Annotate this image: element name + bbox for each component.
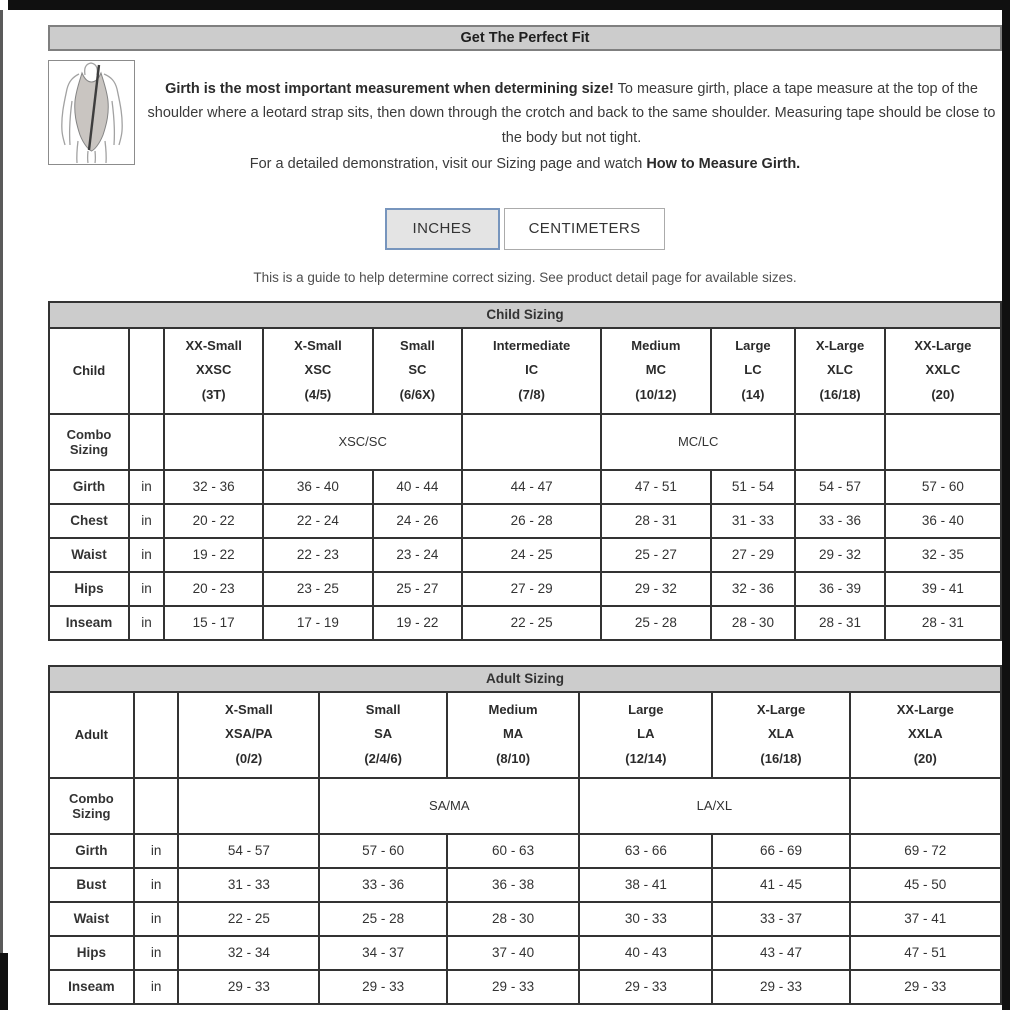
row-label: Girth — [49, 834, 134, 868]
empty-cell — [129, 414, 164, 470]
empty-cell — [462, 414, 601, 470]
empty-cell — [885, 414, 1001, 470]
size-value: 24 - 26 — [373, 504, 462, 538]
combo-sizing-label: Combo Sizing — [49, 778, 134, 834]
empty-cell — [178, 778, 319, 834]
size-value: 34 - 37 — [319, 936, 447, 970]
size-value: 60 - 63 — [447, 834, 579, 868]
unit-cell: in — [134, 936, 179, 970]
row-label: Bust — [49, 868, 134, 902]
size-value: 32 - 36 — [711, 572, 796, 606]
combo-group-sa-ma: SA/MA — [319, 778, 579, 834]
size-value: 41 - 45 — [712, 868, 849, 902]
size-value: 36 - 38 — [447, 868, 579, 902]
row-label: Waist — [49, 902, 134, 936]
size-value: 47 - 51 — [601, 470, 710, 504]
size-value: 37 - 40 — [447, 936, 579, 970]
size-value: 29 - 32 — [601, 572, 710, 606]
empty-cell — [795, 414, 884, 470]
col-header-xx-small-child: XX-Small XXSC (3T) — [164, 328, 263, 414]
adult-bust-row — [49, 868, 1001, 902]
size-value: 25 - 27 — [373, 572, 462, 606]
size-value: 66 - 69 — [712, 834, 849, 868]
col-header-xx-large-child: XX-Large XXLC (20) — [885, 328, 1001, 414]
size-value: 45 - 50 — [850, 868, 1001, 902]
size-value: 36 - 39 — [795, 572, 884, 606]
size-value: 28 - 30 — [711, 606, 796, 640]
size-value: 57 - 60 — [319, 834, 447, 868]
centimeters-button[interactable]: CENTIMETERS — [504, 208, 666, 250]
size-value: 28 - 30 — [447, 902, 579, 936]
child-chest-row — [49, 504, 1001, 538]
girth-instructions — [135, 75, 1002, 152]
inches-button[interactable]: INCHES — [385, 208, 500, 250]
col-header-x-small-adult: X-Small XSA/PA (0/2) — [178, 692, 319, 778]
size-value: 27 - 29 — [711, 538, 796, 572]
child-girth-row — [49, 470, 1001, 504]
row-label: Inseam — [49, 606, 129, 640]
size-value: 54 - 57 — [795, 470, 884, 504]
row-label: Hips — [49, 936, 134, 970]
adult-girth-row — [49, 834, 1001, 868]
size-value: 69 - 72 — [850, 834, 1001, 868]
combo-group-mc-lc: MC/LC — [601, 414, 795, 470]
size-value: 25 - 27 — [601, 538, 710, 572]
size-value: 28 - 31 — [601, 504, 710, 538]
girth-instructions-lead: Girth is the most important measurement when determining size! — [165, 80, 614, 97]
combo-group-la-xl: LA/XL — [579, 778, 849, 834]
size-value: 28 - 31 — [885, 606, 1001, 640]
size-value: 32 - 36 — [164, 470, 263, 504]
leotard-shape — [75, 73, 109, 151]
unit-cell: in — [129, 470, 164, 504]
unit-cell: in — [134, 902, 179, 936]
unit-cell: in — [129, 606, 164, 640]
col-header-large-adult: Large LA (12/14) — [579, 692, 712, 778]
adult-table-title: Adult Sizing — [49, 666, 1001, 692]
size-value: 57 - 60 — [885, 470, 1001, 504]
col-header-medium-adult: Medium MA (8/10) — [447, 692, 579, 778]
size-value: 29 - 32 — [795, 538, 884, 572]
unit-cell: in — [129, 572, 164, 606]
screenshot-frame-right — [1002, 0, 1010, 1010]
col-header-small-child: Small SC (6/6X) — [373, 328, 462, 414]
row-label: Girth — [49, 470, 129, 504]
size-value: 40 - 43 — [579, 936, 712, 970]
size-value: 26 - 28 — [462, 504, 601, 538]
adult-inseam-row — [49, 970, 1001, 1004]
size-value: 44 - 47 — [462, 470, 601, 504]
size-value: 36 - 40 — [885, 504, 1001, 538]
child-sizing-table — [48, 301, 1002, 641]
size-value: 20 - 23 — [164, 572, 263, 606]
unit-column-header — [134, 692, 179, 778]
size-value: 23 - 24 — [373, 538, 462, 572]
size-value: 20 - 22 — [164, 504, 263, 538]
empty-cell — [850, 778, 1001, 834]
girth-instructions-rest: To measure girth, place a tape measure at the top of the shoulder where a leotard strap sits, then down through the crotch and back to the same shoulder. Measuring tape should be close to the body but not tight. — [147, 80, 996, 147]
size-value: 51 - 54 — [711, 470, 796, 504]
size-value: 40 - 44 — [373, 470, 462, 504]
size-value: 31 - 33 — [711, 504, 796, 538]
demo-video-name: How to Measure Girth. — [646, 155, 801, 172]
size-value: 19 - 22 — [164, 538, 263, 572]
row-label: Chest — [49, 504, 129, 538]
col-header-large-child: Large LC (14) — [711, 328, 796, 414]
row-label: Waist — [49, 538, 129, 572]
size-value: 39 - 41 — [885, 572, 1001, 606]
size-value: 23 - 25 — [263, 572, 372, 606]
child-hips-row — [49, 572, 1001, 606]
size-value: 32 - 34 — [178, 936, 319, 970]
child-waist-row — [49, 538, 1001, 572]
combo-group-xsc-sc: XSC/SC — [263, 414, 462, 470]
size-value: 36 - 40 — [263, 470, 372, 504]
col-header-x-large-adult: X-Large XLA (16/18) — [712, 692, 849, 778]
size-value: 27 - 29 — [462, 572, 601, 606]
col-header-intermediate-child: Intermediate IC (7/8) — [462, 328, 601, 414]
sizing-guide-note: This is a guide to help determine correct sizing. See product detail page for available sizes. — [253, 269, 797, 285]
child-inseam-row — [49, 606, 1001, 640]
size-value: 29 - 33 — [447, 970, 579, 1004]
size-value: 47 - 51 — [850, 936, 1001, 970]
size-value: 33 - 37 — [712, 902, 849, 936]
adult-row-header: Adult — [49, 692, 134, 778]
girth-measurement-diagram — [48, 60, 135, 165]
size-value: 22 - 25 — [178, 902, 319, 936]
unit-cell: in — [134, 970, 179, 1004]
size-value: 22 - 25 — [462, 606, 601, 640]
size-value: 63 - 66 — [579, 834, 712, 868]
col-header-small-adult: Small SA (2/4/6) — [319, 692, 447, 778]
unit-cell: in — [134, 834, 179, 868]
row-label: Hips — [49, 572, 129, 606]
adult-sizing-table — [48, 665, 1002, 1005]
adult-hips-row — [49, 936, 1001, 970]
size-value: 38 - 41 — [579, 868, 712, 902]
col-header-xx-large-adult: XX-Large XXLA (20) — [850, 692, 1001, 778]
size-value: 28 - 31 — [795, 606, 884, 640]
screenshot-frame-top — [8, 0, 1010, 10]
unit-column-header — [129, 328, 164, 414]
size-value: 31 - 33 — [178, 868, 319, 902]
screenshot-frame-left — [0, 10, 3, 955]
size-value: 43 - 47 — [712, 936, 849, 970]
child-table-title: Child Sizing — [49, 302, 1001, 328]
empty-cell — [134, 778, 179, 834]
leotard-figure-icon — [49, 61, 134, 164]
size-value: 33 - 36 — [319, 868, 447, 902]
size-value: 54 - 57 — [178, 834, 319, 868]
demo-instruction-text: For a detailed demonstration, visit our Sizing page and watch — [249, 155, 647, 172]
unit-cell: in — [129, 538, 164, 572]
size-value: 25 - 28 — [601, 606, 710, 640]
size-value: 29 - 33 — [850, 970, 1001, 1004]
size-value: 17 - 19 — [263, 606, 372, 640]
size-value: 29 - 33 — [579, 970, 712, 1004]
girth-intro-section — [48, 60, 1002, 166]
sizing-page — [48, 25, 1002, 1005]
col-header-x-large-child: X-Large XLC (16/18) — [795, 328, 884, 414]
col-header-x-small-child: X-Small XSC (4/5) — [263, 328, 372, 414]
col-header-medium-child: Medium MC (10/12) — [601, 328, 710, 414]
size-value: 19 - 22 — [373, 606, 462, 640]
adult-waist-row — [49, 902, 1001, 936]
demo-instruction — [48, 156, 1002, 172]
row-label: Inseam — [49, 970, 134, 1004]
combo-sizing-label: Combo Sizing — [49, 414, 129, 470]
size-value: 15 - 17 — [164, 606, 263, 640]
size-value: 37 - 41 — [850, 902, 1001, 936]
size-value: 22 - 24 — [263, 504, 372, 538]
size-value: 29 - 33 — [178, 970, 319, 1004]
size-value: 33 - 36 — [795, 504, 884, 538]
size-value: 25 - 28 — [319, 902, 447, 936]
size-value: 32 - 35 — [885, 538, 1001, 572]
unit-cell: in — [129, 504, 164, 538]
child-row-header: Child — [49, 328, 129, 414]
size-value: 30 - 33 — [579, 902, 712, 936]
size-value: 29 - 33 — [712, 970, 849, 1004]
size-value: 22 - 23 — [263, 538, 372, 572]
screenshot-frame-left-bottom — [0, 953, 8, 1010]
unit-toggle — [48, 208, 1002, 250]
unit-cell: in — [134, 868, 179, 902]
size-value: 29 - 33 — [319, 970, 447, 1004]
empty-cell — [164, 414, 263, 470]
page-title: Get The Perfect Fit — [48, 25, 1002, 51]
size-value: 24 - 25 — [462, 538, 601, 572]
